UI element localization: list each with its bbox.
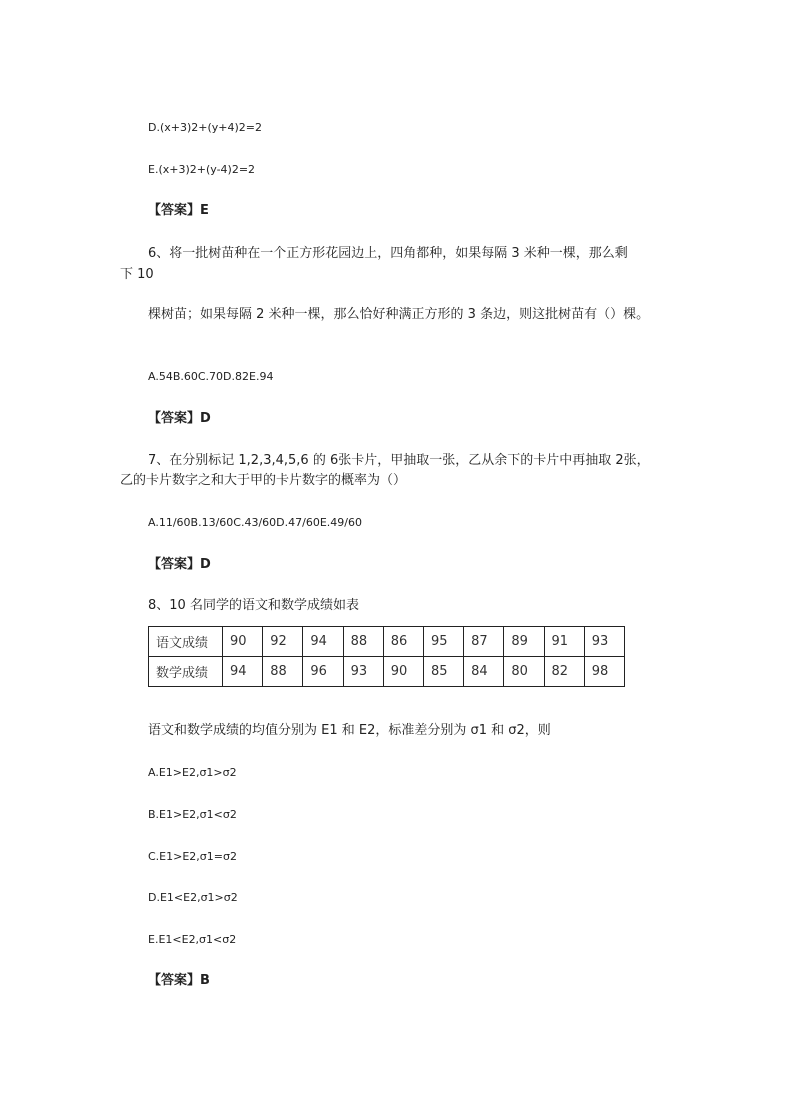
q8-option-d: D.E1<E2,σ1>σ2 xyxy=(148,891,238,904)
q5-option-e: E.(x+3)2+(y-4)2=2 xyxy=(148,163,256,176)
table-cell: 93 xyxy=(343,657,383,687)
scores-table xyxy=(148,626,625,687)
table-cell: 90 xyxy=(223,627,263,657)
table-row-chinese xyxy=(149,627,625,657)
table-cell: 92 xyxy=(263,627,303,657)
q8-option-e: E.E1<E2,σ1<σ2 xyxy=(148,933,237,946)
q7-question-line1: 7、在分别标记 1,2,3,4,5,6 的 6张卡片，甲抽取一张，乙从余下的卡片中再抽取 2张， xyxy=(148,453,650,468)
table-cell: 95 xyxy=(423,627,463,657)
table-cell: 82 xyxy=(544,657,584,687)
q8-option-c: C.E1>E2,σ1=σ2 xyxy=(148,850,237,863)
q7-question-line2: 乙的卡片数字之和大于甲的卡片数字的概率为（） xyxy=(120,473,407,488)
table-cell: 96 xyxy=(303,657,343,687)
table-cell: 93 xyxy=(584,627,624,657)
table-cell: 94 xyxy=(223,657,263,687)
table-row-math xyxy=(149,657,625,687)
q6-answer: 【答案】D xyxy=(148,411,211,426)
table-cell: 85 xyxy=(423,657,463,687)
q8-answer: 【答案】B xyxy=(148,973,210,988)
table-cell: 80 xyxy=(504,657,544,687)
row-label-chinese: 语文成绩 xyxy=(149,627,223,657)
table-cell: 89 xyxy=(504,627,544,657)
table-cell: 91 xyxy=(544,627,584,657)
q5-option-d: D.(x+3)2+(y+4)2=2 xyxy=(148,121,263,134)
q6-question-line2: 下 10 xyxy=(120,267,154,282)
table-cell: 84 xyxy=(464,657,504,687)
q7-options: A.11/60B.13/60C.43/60D.47/60E.49/60 xyxy=(148,516,362,529)
table-cell: 88 xyxy=(263,657,303,687)
table-cell: 86 xyxy=(383,627,423,657)
q6-question-line3: 棵树苗；如果每隔 2 米种一棵，那么恰好种满正方形的 3 条边，则这批树苗有（）棵。 xyxy=(148,307,650,322)
q5-answer: 【答案】E xyxy=(148,203,209,218)
table-cell: 87 xyxy=(464,627,504,657)
table-cell: 98 xyxy=(584,657,624,687)
q6-options: A.54B.60C.70D.82E.94 xyxy=(148,370,274,383)
q7-answer: 【答案】D xyxy=(148,557,211,572)
table-cell: 94 xyxy=(303,627,343,657)
q6-question-line1: 6、将一批树苗种在一个正方形花园边上，四角都种，如果每隔 3 米种一棵，那么剩 xyxy=(148,246,628,261)
row-label-math: 数学成绩 xyxy=(149,657,223,687)
table-cell: 90 xyxy=(383,657,423,687)
table-cell: 88 xyxy=(343,627,383,657)
q8-stem: 语文和数学成绩的均值分别为 E1 和 E2，标准差分别为 σ1 和 σ2，则 xyxy=(148,723,551,738)
q8-option-b: B.E1>E2,σ1<σ2 xyxy=(148,808,237,821)
q8-option-a: A.E1>E2,σ1>σ2 xyxy=(148,766,237,779)
q8-question: 8、10 名同学的语文和数学成绩如表 xyxy=(148,598,359,613)
